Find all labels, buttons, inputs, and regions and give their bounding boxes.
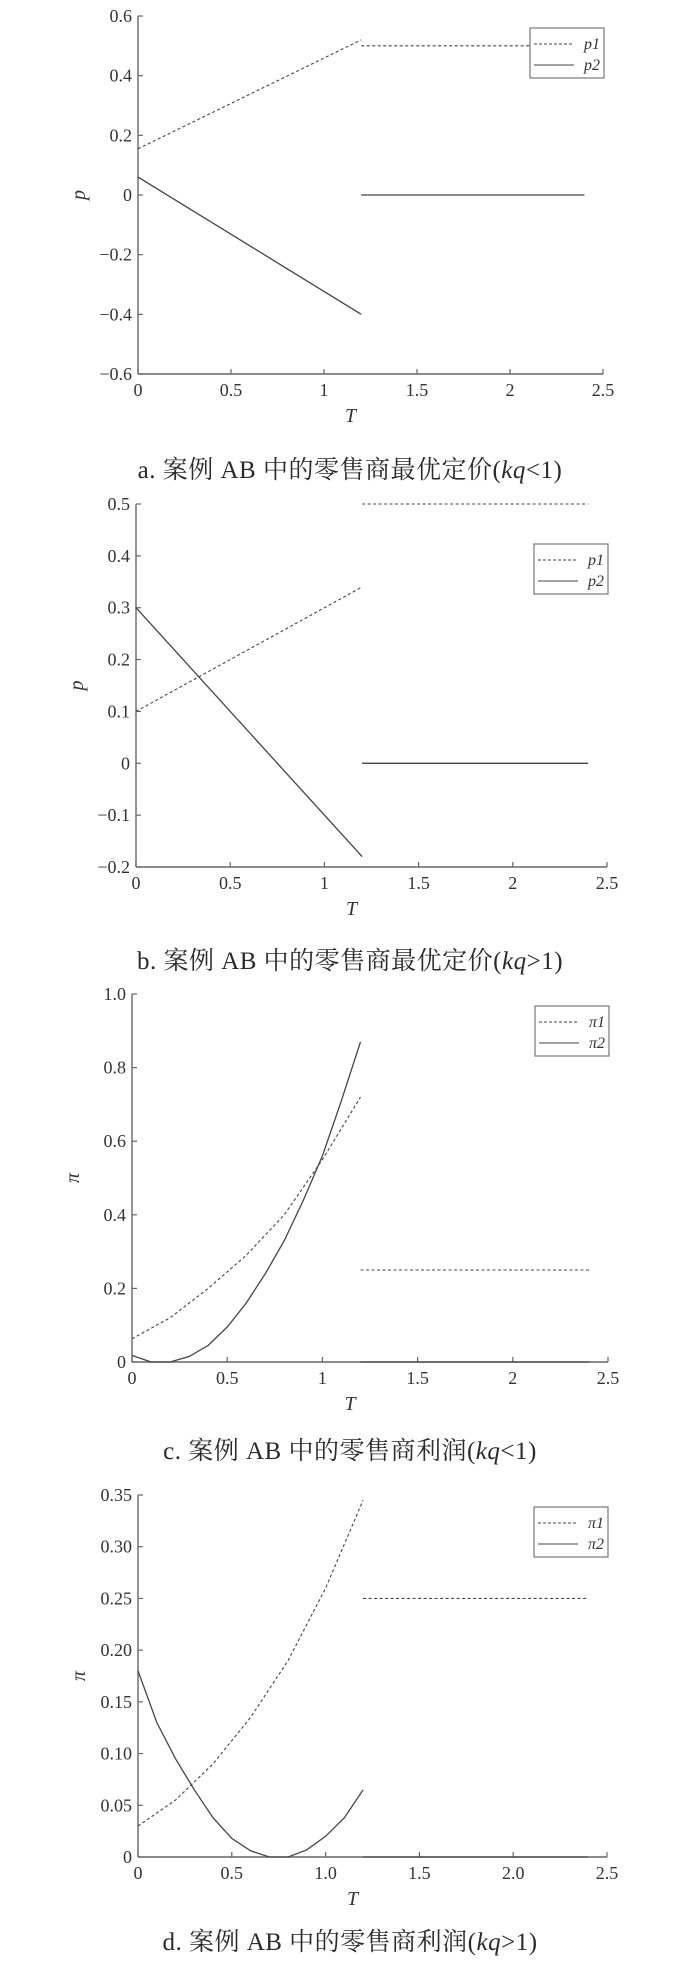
y-tick-label: −0.1 (97, 805, 130, 826)
x-tick-label: 0 (131, 873, 141, 893)
x-tick-label: 2.5 (596, 1368, 620, 1388)
x-axis-label: T (346, 1888, 359, 1910)
x-tick-label: 1.5 (405, 380, 429, 400)
y-tick-label: 0.5 (107, 494, 130, 514)
x-tick-label: 2 (508, 1368, 518, 1388)
y-tick-label: 0.05 (100, 1795, 132, 1816)
x-tick-label: 2.0 (501, 1863, 525, 1883)
y-tick-label: 0.2 (103, 1278, 126, 1299)
y-tick-label: 0.6 (109, 6, 132, 26)
y-tick-label: 0.15 (100, 1691, 132, 1712)
y-tick-label: 0.4 (109, 65, 132, 86)
y-tick-label: 0.25 (100, 1588, 132, 1609)
y-tick-label: 0 (121, 753, 130, 774)
x-axis-label: T (344, 1393, 356, 1415)
legend-label: π1 (588, 1014, 605, 1031)
x-tick-label: 1 (317, 1368, 327, 1388)
caption-c: c. 案例 AB 中的零售商利润(kq<1) (163, 1438, 537, 1465)
legend-label: p2 (588, 573, 604, 590)
y-tick-label: −0.2 (99, 244, 132, 265)
legend-label: p1 (588, 552, 604, 569)
y-tick-label: 1.0 (103, 984, 126, 1004)
y-tick-label: 0.2 (109, 125, 132, 146)
x-tick-label: 2.5 (595, 1863, 619, 1883)
y-axis-label: p (66, 680, 88, 691)
y-tick-label: −0.6 (99, 364, 132, 384)
x-tick-label: 1.0 (314, 1863, 337, 1883)
series-π2 (138, 1671, 588, 1857)
y-tick-label: 0.8 (103, 1057, 126, 1078)
x-tick-label: 1 (319, 873, 329, 893)
y-tick-label: 0 (123, 185, 132, 205)
legend (534, 1507, 608, 1557)
x-tick-label: 0 (133, 1863, 143, 1883)
y-tick-label: 0.10 (100, 1743, 132, 1764)
x-tick-label: 0.5 (219, 380, 243, 400)
x-tick-label: 0.5 (218, 873, 242, 893)
y-tick-label: −0.4 (99, 304, 132, 325)
y-axis-label: p (68, 190, 90, 200)
x-tick-label: 1.5 (407, 873, 430, 893)
caption-b: b. 案例 AB 中的零售商最优定价(kq>1) (136, 948, 564, 975)
x-tick-label: 2.5 (591, 380, 615, 400)
y-tick-label: −0.2 (97, 857, 130, 877)
x-axis-label: T (344, 405, 357, 427)
y-tick-label: 0.4 (103, 1204, 126, 1225)
caption-a: a. 案例 AB 中的零售商最优定价(kq<1) (137, 457, 563, 484)
x-tick-label: 2 (505, 380, 515, 400)
x-tick-label: 2.5 (595, 873, 619, 893)
y-tick-label: 0.3 (107, 597, 130, 618)
x-tick-label: 0 (127, 1368, 137, 1388)
y-tick-label: 0.2 (107, 649, 130, 670)
series-line (138, 1671, 363, 1857)
y-tick-label: 0.4 (107, 545, 130, 566)
series-line (138, 1500, 363, 1826)
y-tick-label: 0.20 (100, 1640, 132, 1661)
y-tick-label: 0.6 (103, 1131, 126, 1152)
x-tick-label: 1 (319, 380, 329, 400)
caption-d: d. 案例 AB 中的零售商利润(kq>1) (162, 1929, 538, 1956)
x-tick-label: 1.5 (408, 1863, 431, 1883)
y-tick-label: 0.35 (100, 1485, 132, 1505)
y-tick-label: 0 (123, 1847, 132, 1867)
y-tick-label: 0.1 (107, 701, 130, 722)
legend-label: p1 (584, 36, 600, 53)
y-axis-label: π (62, 1172, 84, 1184)
x-tick-label: 0.5 (220, 1863, 244, 1883)
legend-label: π1 (587, 1515, 604, 1532)
y-tick-label: 0 (117, 1352, 126, 1372)
y-tick-label: 0.30 (100, 1536, 132, 1557)
y-axis-label: π (68, 1670, 90, 1682)
x-axis-label: T (345, 898, 358, 920)
x-tick-label: 1.5 (406, 1368, 429, 1388)
legend-label: π2 (588, 1035, 605, 1052)
x-tick-label: 0.5 (215, 1368, 239, 1388)
series-π1 (138, 1500, 588, 1826)
x-tick-label: 0 (133, 380, 143, 400)
legend-label: π2 (587, 1536, 604, 1553)
x-tick-label: 2 (508, 873, 518, 893)
legend-label: p2 (584, 57, 600, 74)
